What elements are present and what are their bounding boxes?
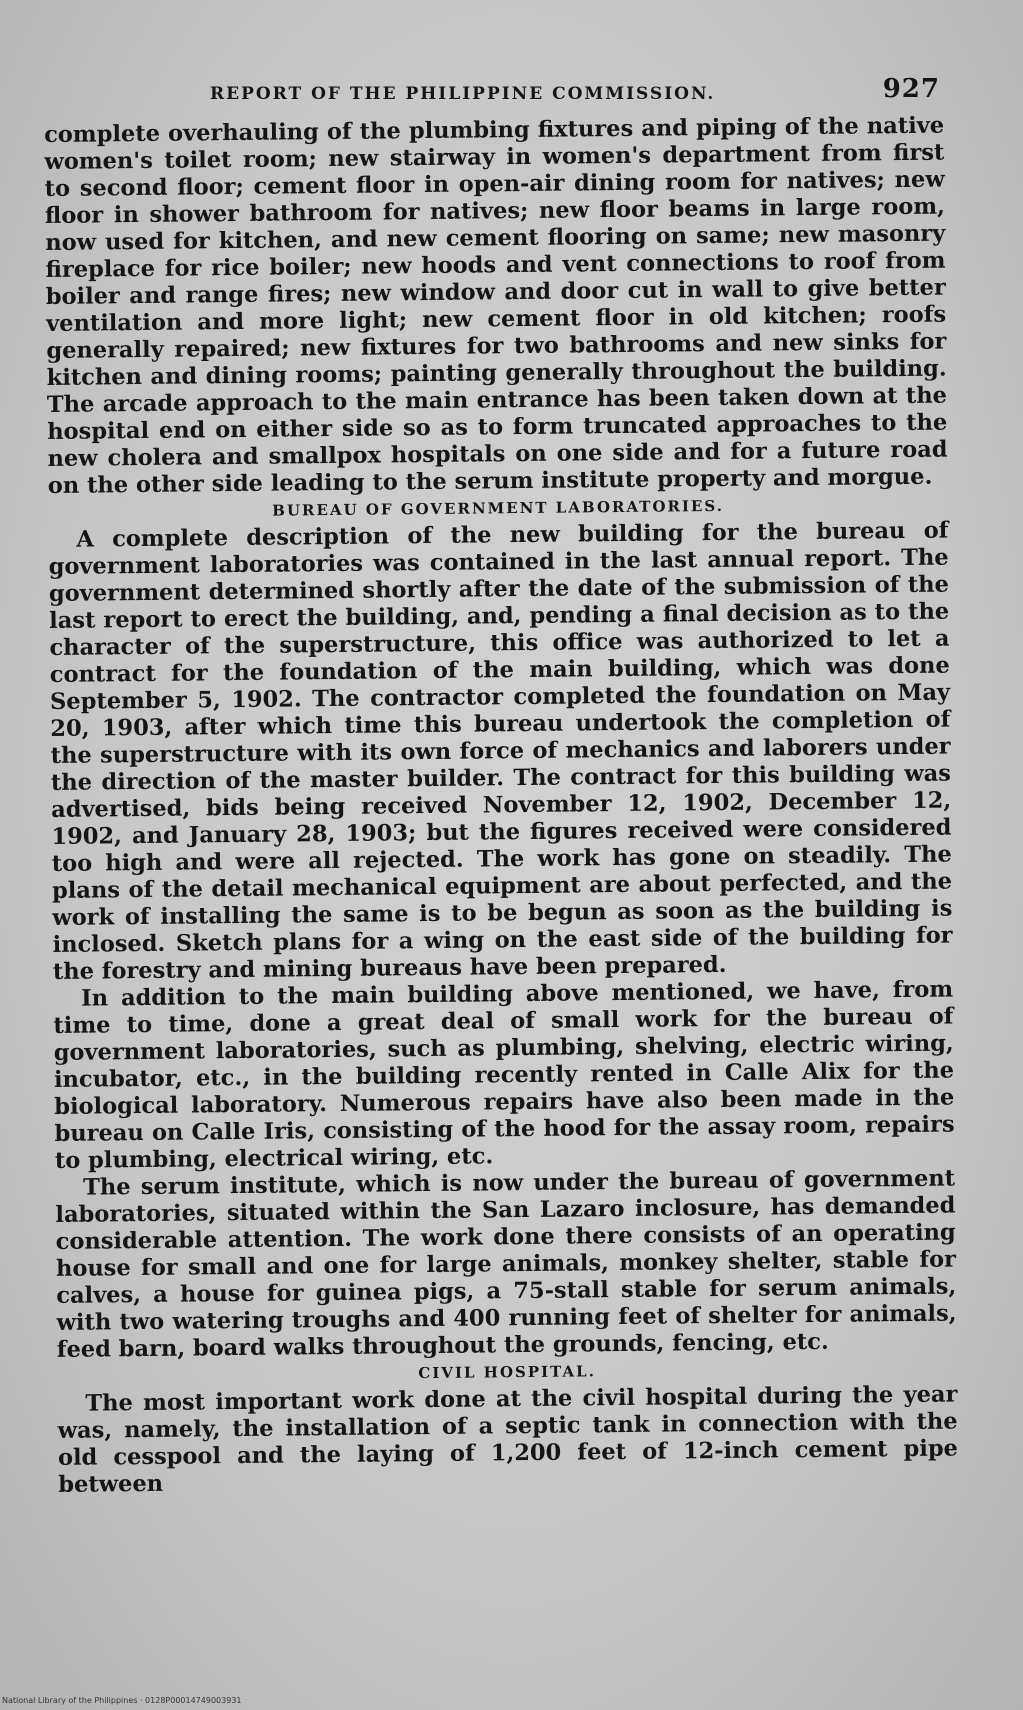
paragraph-civil-hospital: The most important work done at the civil hospital during the year was, namely, the installation of a septic tank in connection with the old cesspool and the laying of 1,200 feet of 12-inch cement pipe between: [57, 1381, 959, 1498]
page-header: [210, 64, 940, 104]
page-number: 927: [882, 74, 940, 104]
scan-footer-stamp: National Library of the Philippines · 0128P00014749003931: [2, 1696, 242, 1705]
paragraph-serum-institute: The serum institute, which is now under the bureau of government laboratories, situated within the San Lazaro inclosure, has demanded considerable attention. The work done there consists of an operating house for small and one for large animals, monkey shelter, stable for calves, a house for guinea pigs, a 75-stall stable for serum animals, with two watering troughs and 400 running feet of shelter for animals, feed barn, board walks throughout the grounds, fencing, etc.: [55, 1165, 957, 1363]
paragraph-laboratories-building: A complete description of the new building for the bureau of government laboratories was contained in the last annual report. The government determined shortly after the date of the submission of the last report to erect the building, and, pending a final decision as to the character of the superstructure, this office was authorized to let a contract for the foundation of the main building, which was done September 5, 1902. The contractor completed the foundation on May 20, 1903, after which time this bureau undertook the completion of the superstructure with its own force of mechanics and laborers under the direction of the master builder. The contract for this building was advertised, bids being received November 12, 1902, December 12, 1902, and January 28, 1903; but the figures received were considered too high and were all rejected. The work has gone on steadily. The plans of the detail mechanical equipment are about perfected, and the work of installing the same is to be begun as soon as the building is inclosed. Sketch plans for a wing on the east side of the building for the forestry and mining bureaus have been prepared.: [48, 517, 953, 985]
paragraph-continued: complete overhauling of the plumbing fixtures and piping of the native women's toilet room; new stairway in women's department from first to second floor; cement floor in open-air dining room for natives; new floor in shower bathroom for natives; new floor beams in large room, now used for kitchen, and new cement flooring on same; new masonry fireplace for rice boiler; new hoods and vent connections to roof from boiler and range fires; new window and door cut in wall to give better ventilation and more light; new cement floor in old kitchen; roofs generally repaired; new fixtures for two bathrooms and new sinks for kitchen and dining rooms; painting generally throughout the building. The arcade approach to the main entrance has been taken down at the hospital end on either side so as to form truncated approaches to the new cholera and smallpox hospitals on one side and for a future road on the other side leading to the serum institute property and morgue.: [44, 112, 948, 499]
running-head: REPORT OF THE PHILIPPINE COMMISSION.: [210, 84, 716, 104]
body-text: [44, 113, 958, 1499]
section-heading-civil-hospital: CIVIL HOSPITAL.: [418, 1362, 596, 1383]
section-heading-laboratories: BUREAU OF GOVERNMENT LABORATORIES.: [272, 496, 724, 520]
paragraph-small-work: In addition to the main building above mentioned, we have, from time to time, done a great deal of small work for the bureau of government laboratories, such as plumbing, shelving, electric wiring, incubator, etc., in the building recently rented in Calle Alix for the biological laboratory. Numerous repairs have also been made in the bureau on Calle Iris, consisting of the hood for the assay room, repairs to plumbing, electrical wiring, etc.: [53, 976, 955, 1174]
